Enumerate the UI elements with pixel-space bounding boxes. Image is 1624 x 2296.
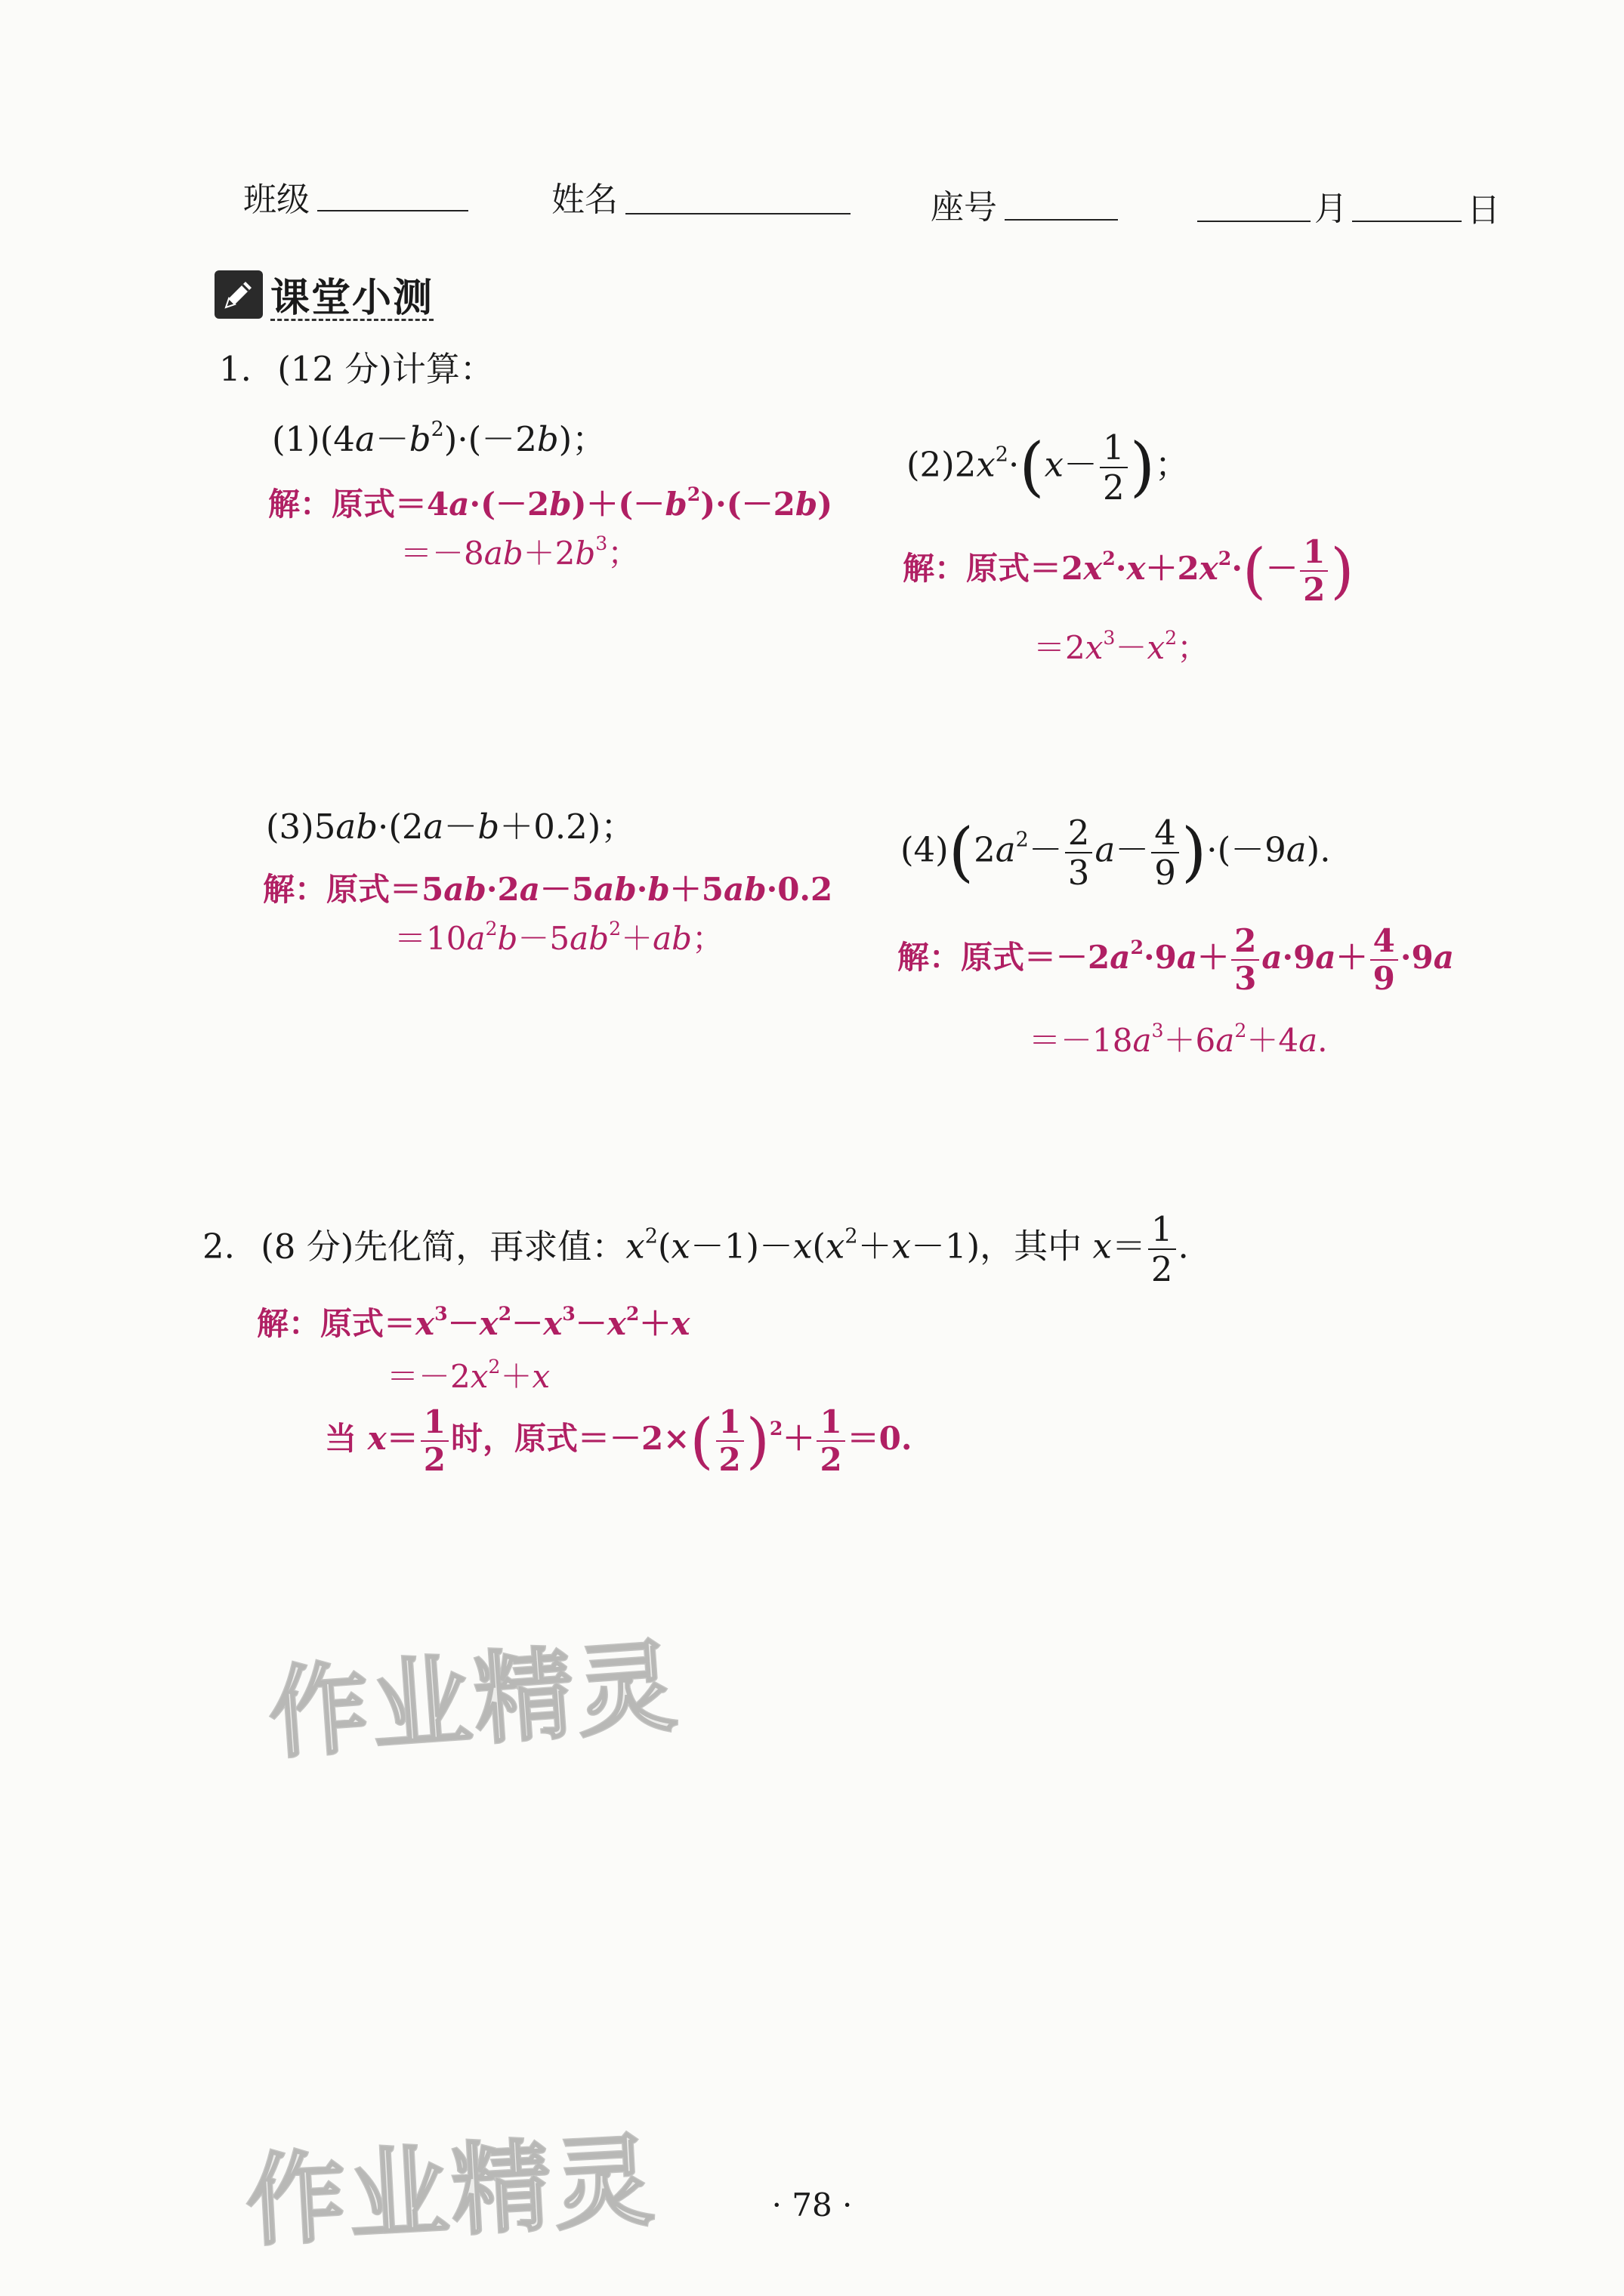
q1-heading bbox=[219, 341, 494, 390]
seat-label: 座号 bbox=[931, 188, 997, 227]
q1-part4-solution-line2: $=-18a^3+6a^2+4a$. bbox=[1029, 1020, 1328, 1059]
watermark-1: 作业精灵 bbox=[265, 1628, 684, 1773]
page-number: · 78 · bbox=[771, 2186, 853, 2223]
q1-points: (12 分)计算： bbox=[277, 349, 494, 389]
q1-part2-solution-line2: $=2x^3-x^2$； bbox=[1033, 627, 1209, 666]
month-label: 月 bbox=[1314, 190, 1348, 228]
pencil-icon bbox=[215, 270, 263, 319]
q1-part2-label: (2) bbox=[906, 444, 955, 485]
q1-part4-solution-prefix: 解：原式 bbox=[897, 939, 1025, 976]
q2-solution-line2: $=-2x^2+x$ bbox=[387, 1356, 551, 1395]
q1-part1-solution-line1: 解：原式$=4a\cdot(-2b)+(-b^2)\cdot(-2b)$ bbox=[268, 483, 833, 523]
q2-time: 时，原式 bbox=[450, 1420, 578, 1457]
q2-solution-line1: 解：原式$=x^3-x^2-x^3-x^2+x$ bbox=[257, 1302, 690, 1342]
q2-where: 其中 bbox=[1014, 1226, 1082, 1267]
q1-part3-solution-line2: $=10a^2b-5ab^2+ab$； bbox=[394, 918, 724, 957]
q1-part1-solution-line2: $=-8ab+2b^3$； bbox=[400, 532, 640, 572]
q1-part3-label: (3) bbox=[266, 807, 314, 847]
day-label: 日 bbox=[1467, 191, 1500, 230]
q1-part1-problem: $(1)(4a-b^2)\cdot(-2b)$； bbox=[272, 417, 607, 459]
q1-part1-solution-prefix: 解：原式 bbox=[268, 486, 396, 523]
section-title bbox=[215, 266, 434, 322]
seat-field[interactable] bbox=[1005, 219, 1118, 221]
name-field[interactable] bbox=[625, 213, 851, 214]
q1-number: 1. bbox=[219, 349, 252, 389]
q2-points: (8 分)先化简，再求值： bbox=[261, 1226, 626, 1267]
q2-problem: 2. (8 分)先化简，再求值：$x^2(x-1)-x(x^2+x-1)$，其中 x＝ $\frac{1}{2}$ . bbox=[202, 1209, 1189, 1289]
section-label: 课堂小测 bbox=[270, 276, 434, 321]
q1-part4-label: (4) bbox=[900, 829, 949, 870]
q1-part3-solution-line1: 解：原式＝5ab·2a－5ab·b＋5ab·0.2 bbox=[263, 871, 833, 908]
watermark-2: 作业精灵 bbox=[242, 2122, 660, 2261]
name-label: 姓名 bbox=[551, 181, 618, 219]
class-field[interactable] bbox=[317, 210, 468, 211]
q1-part3-problem: (3)5ab·(2a－b＋0.2)； bbox=[266, 807, 635, 847]
q1-part3-solution-prefix: 解：原式 bbox=[263, 871, 391, 908]
month-field[interactable] bbox=[1197, 221, 1311, 222]
q1-part4-solution-line1: 解：原式$=-2a^2\cdot 9a+$ $\frac{2}{3}$ a·9a＋ $\frac{4}{9}$ ·9a bbox=[897, 922, 1454, 997]
q2-solution-prefix: 解：原式 bbox=[257, 1305, 384, 1342]
q2-solution-line3: 当 x＝ $\frac{1}{2}$ 时，原式＝－2×( $\frac{1}{2}$ )$^2$＋ $\frac{1}{2}$ ＝0. bbox=[325, 1403, 912, 1478]
q2-when: 当 bbox=[325, 1420, 357, 1457]
q1-part2-solution-prefix: 解：原式 bbox=[903, 550, 1030, 587]
q1-part2-problem: $(2)2x^2\cdot(x-$ $\frac{1}{2}$ )； bbox=[906, 427, 1190, 508]
class-label: 班级 bbox=[243, 181, 310, 219]
q2-number: 2. bbox=[202, 1226, 235, 1267]
q1-part1-label: (1) bbox=[272, 419, 320, 459]
q1-part2-solution-line1: 解：原式$=2x^2\cdot x+2x^2\cdot(-$ $\frac{1}{2}$ ) bbox=[903, 533, 1354, 608]
q1-part4-problem: $(4)(2a^2-$ $\frac{2}{3}$ a－ $\frac{4}{9}$ )·(－9a). bbox=[900, 813, 1331, 893]
day-field[interactable] bbox=[1352, 221, 1462, 222]
